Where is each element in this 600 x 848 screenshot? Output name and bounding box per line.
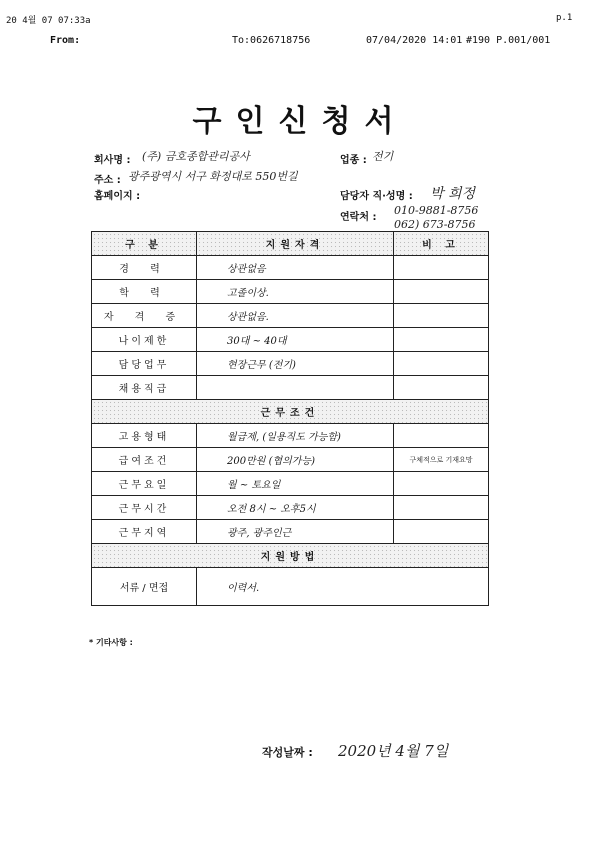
contact-person-value: 박 희정 xyxy=(430,186,476,202)
row-note xyxy=(394,304,489,328)
table-row xyxy=(92,448,489,472)
row-note xyxy=(394,256,489,280)
homepage-label: 홈페이지 : xyxy=(94,191,141,202)
row-label: 고용형태 xyxy=(92,424,197,448)
date-value: 2020년 4월 7일 xyxy=(338,742,449,760)
row-note xyxy=(394,472,489,496)
table-row xyxy=(92,472,489,496)
header-remarks: 비 고 xyxy=(394,232,489,256)
fax-to-number: To:0626718756 xyxy=(232,35,311,46)
table-row xyxy=(92,304,489,328)
row-value: 광주, 광주인근 xyxy=(197,520,394,544)
row-label: 채용직급 xyxy=(92,376,197,400)
table-row xyxy=(92,352,489,376)
row-value: 월 ~ 토요일 xyxy=(197,472,394,496)
row-label: 학 력 xyxy=(92,280,197,304)
row-value: 고졸이상. xyxy=(197,280,394,304)
page-title: 구인신청서 xyxy=(192,104,408,139)
row-value: 상관없음. xyxy=(197,304,394,328)
row-label: 서류 / 면접 xyxy=(92,568,197,606)
row-value: 이력서. xyxy=(197,568,489,606)
section-header-row xyxy=(92,544,489,568)
header-qualification: 지원자격 xyxy=(197,232,394,256)
company-name-value: (주) 금호종합관리공사 xyxy=(142,150,250,163)
fax-datetime: 07/04/2020 14:01 xyxy=(366,35,463,46)
row-value: 상관없음 xyxy=(197,256,394,280)
row-note xyxy=(394,280,489,304)
table-header-row xyxy=(92,232,489,256)
date-label: 작성날짜 : xyxy=(262,746,313,759)
phone-office: 062) 673-8756 xyxy=(394,218,476,231)
fax-timestamp: 20 4월 07 07:33a xyxy=(6,16,91,26)
row-label: 근무지역 xyxy=(92,520,197,544)
row-value: 월급제, (일용직도 가능함) xyxy=(197,424,394,448)
page-number: p.1 xyxy=(556,13,573,23)
row-label: 담당업무 xyxy=(92,352,197,376)
application-form-table xyxy=(91,231,489,606)
phone-mobile: 010-9881-8756 xyxy=(394,204,479,217)
header-category: 구 분 xyxy=(92,232,197,256)
row-label: 자 격 증 xyxy=(92,304,197,328)
row-label: 근무시간 xyxy=(92,496,197,520)
row-note xyxy=(394,496,489,520)
row-note: 구체적으로 기재요망 xyxy=(394,448,489,472)
industry-label: 업종 : xyxy=(340,155,367,166)
etc-label: * 기타사항 : xyxy=(89,638,133,647)
address-label: 주소 : xyxy=(94,175,121,186)
table-row xyxy=(92,280,489,304)
industry-value: 전기 xyxy=(372,150,394,163)
fax-from-label: From: xyxy=(50,35,81,46)
row-note xyxy=(394,328,489,352)
row-value: 오전 8시 ~ 오후5시 xyxy=(197,496,394,520)
row-note xyxy=(394,376,489,400)
row-value: 30대 ~ 40대 xyxy=(197,328,394,352)
row-value xyxy=(197,376,394,400)
row-label: 급여조건 xyxy=(92,448,197,472)
section-header-row xyxy=(92,400,489,424)
address-value: 광주광역시 서구 화정대로 550번길 xyxy=(128,170,298,183)
fax-page-ref: #190 P.001/001 xyxy=(466,35,551,46)
contact-person-label: 담당자 직·성명 : xyxy=(340,191,413,202)
row-label: 경 력 xyxy=(92,256,197,280)
table-row xyxy=(92,256,489,280)
table-row xyxy=(92,520,489,544)
row-note xyxy=(394,424,489,448)
table-row xyxy=(92,376,489,400)
row-note xyxy=(394,520,489,544)
row-note xyxy=(394,352,489,376)
row-value: 현장근무 (전기) xyxy=(197,352,394,376)
row-label: 근무요일 xyxy=(92,472,197,496)
table-row xyxy=(92,328,489,352)
section-work-conditions: 근무조건 xyxy=(92,400,489,424)
row-label: 나이제한 xyxy=(92,328,197,352)
section-application-method: 지원방법 xyxy=(92,544,489,568)
table-row xyxy=(92,496,489,520)
company-name-label: 회사명 : xyxy=(94,155,131,166)
phone-label: 연락처 : xyxy=(340,212,377,223)
row-value: 200만원 (협의가능) xyxy=(197,448,394,472)
table-row xyxy=(92,568,489,606)
table-row xyxy=(92,424,489,448)
